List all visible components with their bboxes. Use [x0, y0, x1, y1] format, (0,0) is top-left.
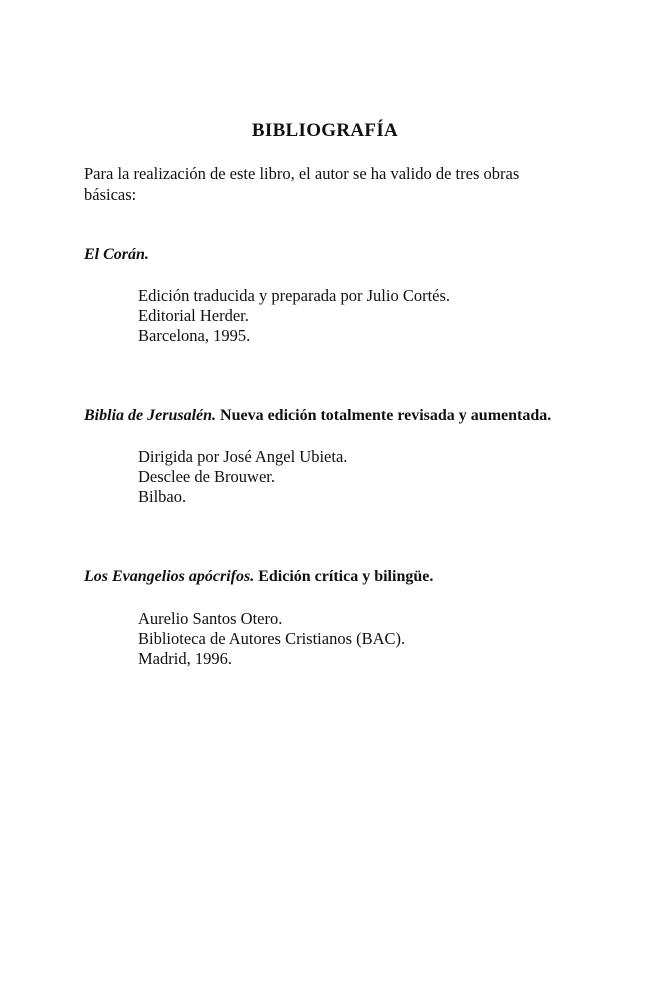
detail-line: Editorial Herder. [138, 306, 249, 325]
intro-paragraph: Para la realización de este libro, el autor se ha valido de tres obras básicas: [84, 164, 520, 204]
detail-line: Madrid, 1996. [138, 649, 232, 668]
detail-line: Edición traducida y preparada por Julio Cortés. [138, 286, 451, 305]
work-subtitle: Nueva edición totalmente revisada y aumentada. [220, 407, 552, 424]
work-title: El Corán. [84, 246, 149, 263]
bibliography-entry-heading [84, 566, 433, 587]
bibliography-entry-details [138, 609, 405, 669]
bibliography-entry-heading [84, 405, 551, 426]
bibliography-entry-details [138, 286, 450, 346]
detail-line: Desclee de Brouwer. [138, 467, 275, 486]
work-title: Los Evangelios apócrifos. [84, 568, 255, 585]
work-title: Biblia de Jerusalén. [84, 407, 217, 424]
detail-line: Barcelona, 1995. [138, 326, 251, 345]
page-title: BIBLIOGRAFÍA [251, 120, 399, 141]
bibliography-entry-heading [84, 244, 149, 265]
detail-line: Biblioteca de Autores Cristianos (BAC). [138, 629, 406, 648]
detail-line: Aurelio Santos Otero. [138, 609, 283, 628]
detail-line: Bilbao. [138, 487, 187, 506]
detail-line: Dirigida por José Angel Ubieta. [138, 447, 348, 466]
work-subtitle: Edición crítica y bilingüe. [258, 568, 434, 585]
bibliography-entry-details [138, 447, 347, 507]
